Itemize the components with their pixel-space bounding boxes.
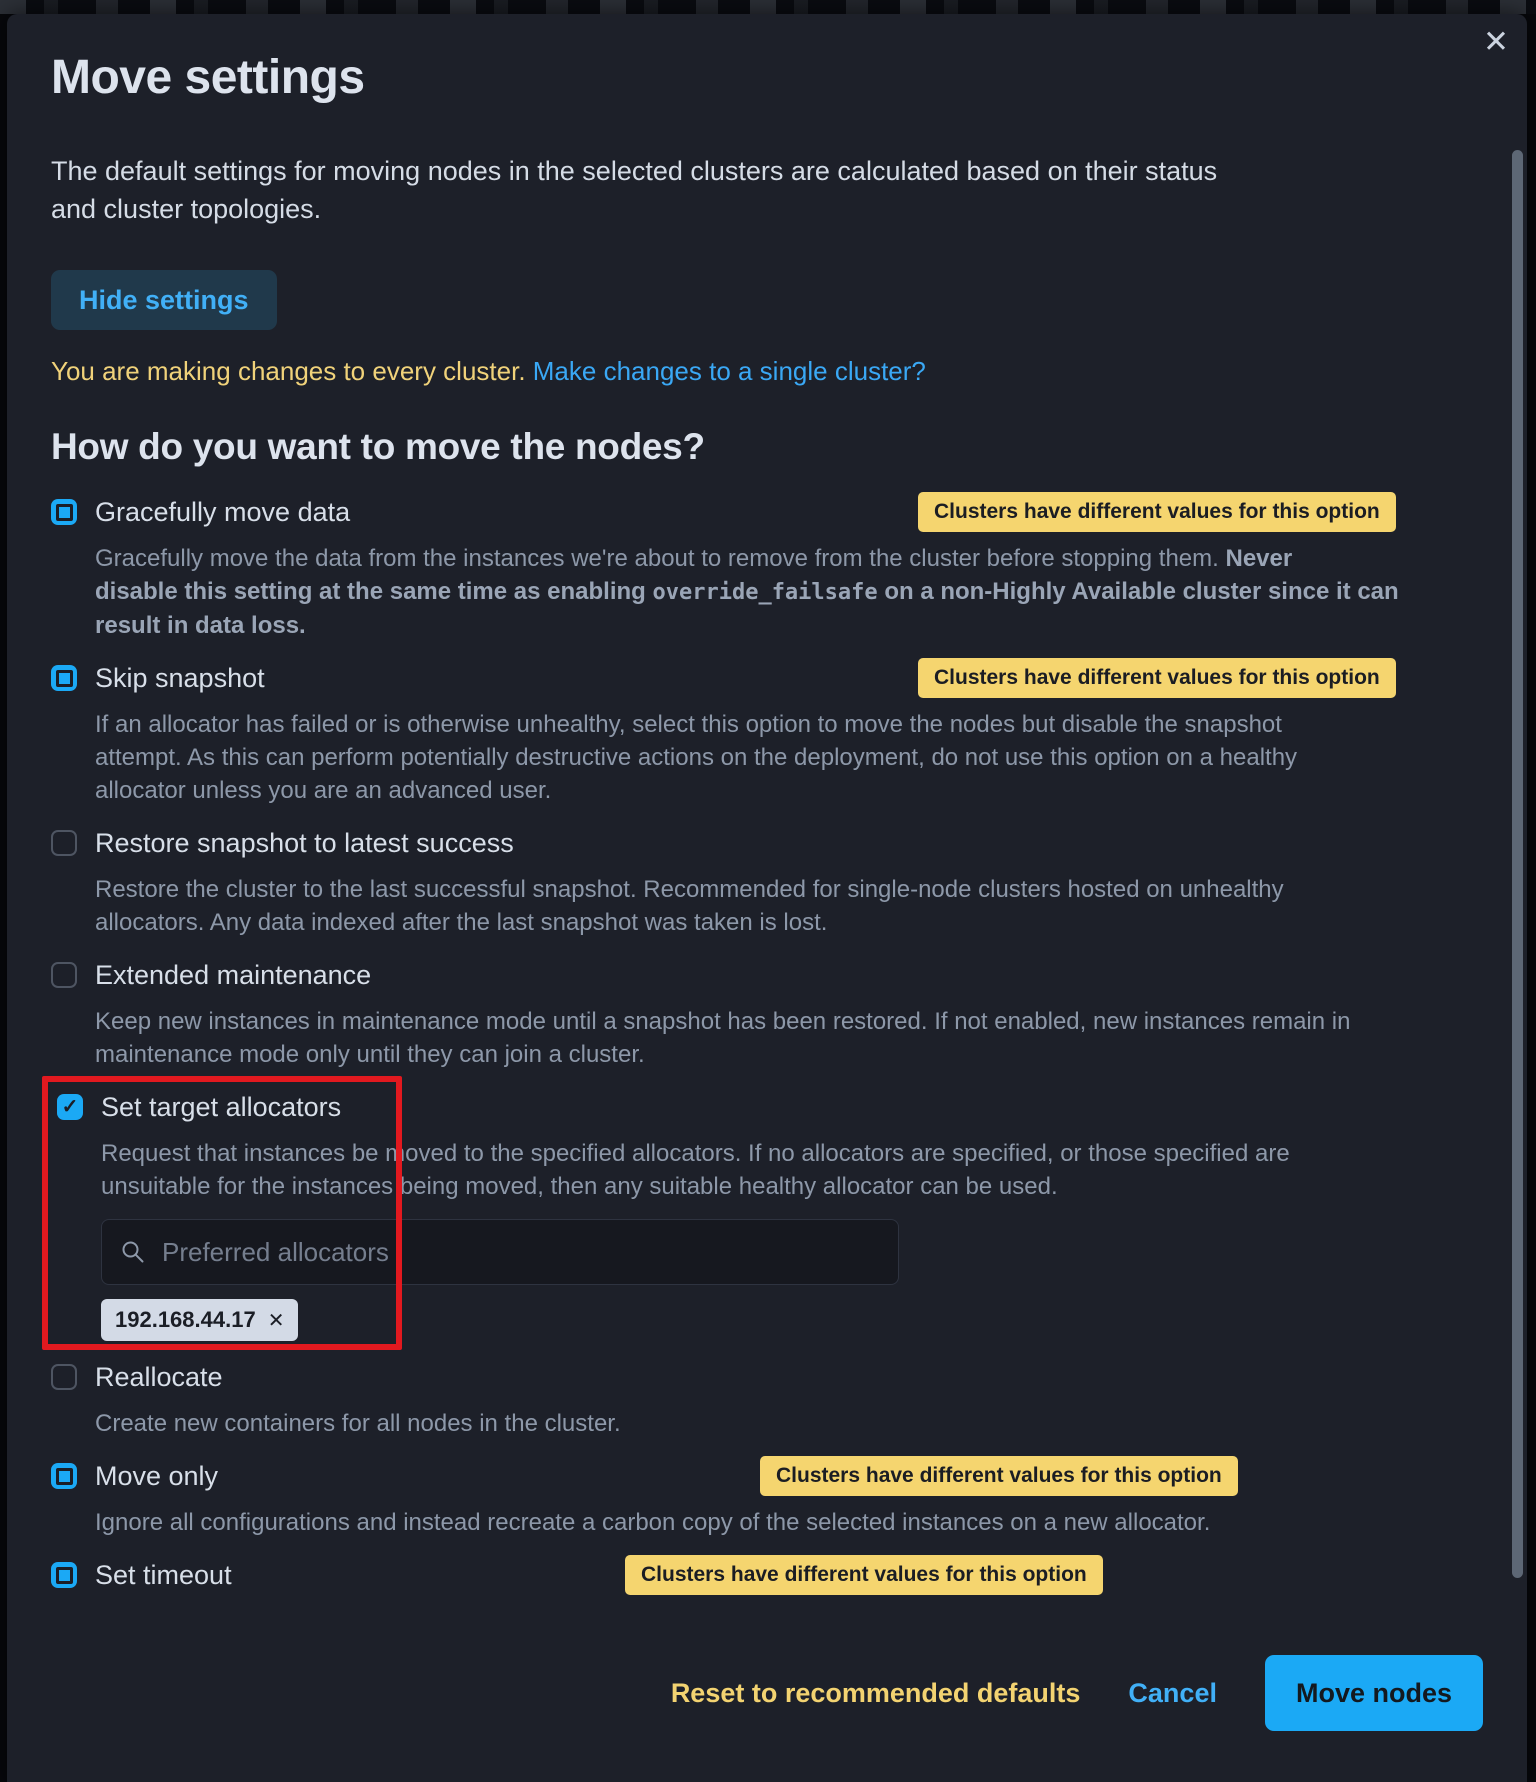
mixed-state-icon: [56, 504, 73, 521]
checkbox-skip-snapshot[interactable]: [51, 665, 77, 691]
option-set-timeout: [51, 1559, 1483, 1591]
preferred-allocators-input[interactable]: [160, 1236, 880, 1269]
background-page-strip: [0, 0, 1536, 14]
check-icon: ✓: [61, 1096, 79, 1118]
option-label[interactable]: Set target allocators: [101, 1091, 342, 1122]
reset-defaults-button[interactable]: Reset to recommended defaults: [670, 1677, 1081, 1708]
close-icon[interactable]: ✕: [1483, 24, 1509, 59]
different-values-badge: Clusters have different values for this option: [918, 492, 1396, 532]
checkbox-move-only[interactable]: [51, 1463, 77, 1489]
different-values-badge: Clusters have different values for this option: [760, 1456, 1238, 1496]
option-label[interactable]: Extended maintenance: [95, 959, 372, 990]
option-label[interactable]: Set timeout: [95, 1559, 232, 1590]
hide-settings-button[interactable]: Hide settings: [51, 270, 277, 330]
option-description: Request that instances be moved to the specified allocators. If no allocators are specified, or those specified are unsuitable for the instances being moved, then any suitable healthy allocator can be used.: [101, 1140, 1290, 1200]
checkbox-set-timeout[interactable]: [51, 1562, 77, 1588]
option-label[interactable]: Gracefully move data: [95, 496, 351, 527]
option-restore-snapshot: [51, 827, 1483, 939]
section-heading: How do you want to move the nodes?: [51, 426, 705, 467]
modal-title: Move settings: [51, 51, 365, 104]
preferred-allocators-field: [101, 1219, 899, 1285]
checkbox-reallocate[interactable]: [51, 1364, 77, 1390]
intro-text: The default settings for moving nodes in the selected clusters are calculated based on their status and cluster topologies.: [51, 156, 1218, 224]
notice-line: [51, 356, 1483, 386]
option-description: Gracefully move the data from the instances we're about to remove from the cluster before stopping them. Never disable this setting at the same time as enabling override_failsafe on a non-Highly Available cluster since it can result in data loss.: [95, 545, 1399, 639]
option-label[interactable]: Restore snapshot to latest success: [95, 827, 514, 858]
option-label[interactable]: Skip snapshot: [95, 662, 265, 693]
checkbox-gracefully-move-data[interactable]: [51, 499, 77, 525]
modal-footer: [51, 1655, 1483, 1731]
option-description: Create new containers for all nodes in the cluster.: [95, 1410, 621, 1437]
checkbox-set-target-allocators[interactable]: [57, 1094, 83, 1120]
option-label[interactable]: Reallocate: [95, 1361, 223, 1392]
mixed-state-icon: [56, 1567, 73, 1584]
single-cluster-link[interactable]: Make changes to a single cluster?: [532, 356, 926, 386]
search-icon: [120, 1239, 146, 1265]
option-skip-snapshot: [51, 662, 1483, 807]
option-description: If an allocator has failed or is otherwise unhealthy, select this option to move the nodes but disable the snapshot attempt. As this can perform potentially destructive actions on the deployment, do not use this option on a healthy allocator unless you are an advanced user.: [95, 711, 1298, 804]
different-values-badge: Clusters have different values for this option: [625, 1555, 1103, 1595]
notice-text: You are making changes to every cluster.: [51, 356, 533, 386]
option-label[interactable]: Move only: [95, 1460, 219, 1491]
option-description: Restore the cluster to the last successful snapshot. Recommended for single-node clusters hosted on unhealthy allocators. Any data indexed after the last snapshot was taken is lost.: [95, 876, 1284, 936]
code-override-failsafe: override_failsafe: [652, 580, 878, 605]
allocator-tag-value: 192.168.44.17: [115, 1307, 256, 1332]
remove-tag-icon[interactable]: ✕: [267, 1309, 285, 1332]
checkbox-restore-snapshot[interactable]: [51, 830, 77, 856]
option-extended-maintenance: [51, 959, 1483, 1071]
option-reallocate: [51, 1361, 1483, 1440]
option-description: Keep new instances in maintenance mode until a snapshot has been restored. If not enabled, new instances remain in maintenance mode only until they can join a cluster.: [95, 1008, 1351, 1068]
checkbox-extended-maintenance[interactable]: [51, 962, 77, 988]
mixed-state-icon: [56, 1468, 73, 1485]
option-set-target-allocators: [57, 1091, 1483, 1341]
cancel-button[interactable]: Cancel: [1128, 1677, 1217, 1708]
different-values-badge: Clusters have different values for this option: [918, 658, 1396, 698]
vertical-scrollbar[interactable]: [1512, 150, 1523, 1578]
move-nodes-button[interactable]: Move nodes: [1265, 1655, 1483, 1731]
option-move-only: [51, 1460, 1483, 1539]
move-settings-modal: [7, 14, 1527, 1782]
allocator-tag: [101, 1299, 298, 1341]
option-gracefully-move-data: [51, 496, 1483, 642]
option-description: Ignore all configurations and instead recreate a carbon copy of the selected instances on a new allocator.: [95, 1509, 1211, 1536]
mixed-state-icon: [56, 670, 73, 687]
